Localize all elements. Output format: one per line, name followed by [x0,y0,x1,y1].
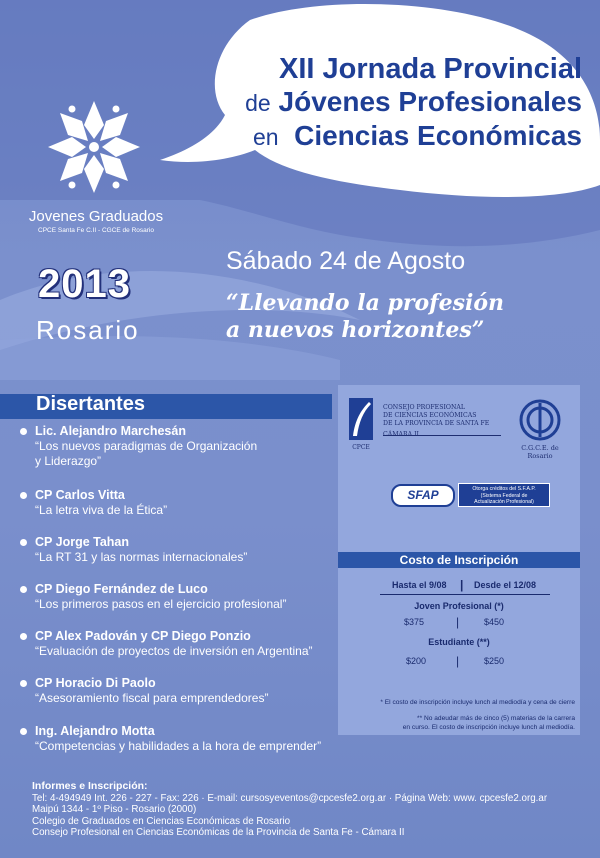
motto-line-2: a nuevos horizontes” [226,317,485,343]
speaker-topic: “Asesoramiento fiscal para emprendedores” [35,691,269,705]
footer-org-1: Colegio de Graduados en Ciencias Económicas de Rosario [32,815,291,827]
bullet-icon [20,728,27,735]
cost-note-2-line-2: en curso. El costo de inscripción incluye lunch al mediodía. [402,724,575,731]
speaker-topic: “La letra viva de la Ética” [35,503,168,517]
title-line-1: XII Jornada Provincial [279,53,582,85]
speaker-name: CP Horacio Di Paolo [35,676,156,690]
footer-address: Maipú 1344 - 1º Piso - Rosario (2000) [32,804,197,815]
speakers-title: Disertantes [36,393,145,415]
event-motto [226,290,504,344]
bullet-icon [20,633,27,640]
cpce-mark-label: CPCE [352,444,370,451]
footer-contact-line: Tel: 4-494949 Int. 226 - 227 - Fax: 226 · E-mail: cursosyeventos@cpcesfe2.org.ar · Página Web: www. cpcesfe2.org.ar [32,792,548,804]
title-line-3-main: Ciencias Económicas [294,120,582,151]
cost-note-1: * El costo de inscripción incluye lunch al mediodía y cena de cierre [380,699,575,706]
cost-col-2: Desde el 12/08 [474,580,537,590]
cost-header: Costo de Inscripción [338,552,580,568]
credit-line-2: (Sistema Federal de [480,492,528,499]
event-city: Rosario [36,315,140,345]
cgce-label: C.G.C.E. de Rosario [521,444,559,460]
cpce-name [383,404,503,439]
brand-subtitle: CPCE Santa Fe C.II - CGCE de Rosario [38,227,154,234]
bullet-icon [20,428,27,435]
speaker-topic-cont: y Liderazgo” [35,454,102,468]
cpce-divider [383,435,501,436]
speaker-name: CP Diego Fernández de Luco [35,582,208,596]
price-early: $200 [406,656,427,666]
credit-line-1: Otorga créditos del S.F.A.P. [472,486,536,492]
speaker-topic: “Los nuevos paradigmas de Organización [35,439,258,453]
speaker-topic: “La RT 31 y las normas internacionales” [35,550,248,564]
speaker-item [20,424,350,469]
cost-separator: | [460,578,464,592]
price-early: $375 [404,617,425,627]
cpce-line-1: CONSEJO PROFESIONAL [383,404,465,411]
price-late: $250 [484,656,505,666]
footer-heading: Informes e Inscripción: [32,780,148,792]
cost-note-2-line-1: ** No adeudar más de cinco (5) materias de la carrera [417,715,575,722]
speaker-topic: “Evaluación de proyectos de inversión en Argentina” [35,644,313,658]
title-line-3 [222,119,582,154]
title-line-3-prefix: en [252,124,279,150]
bullet-icon [20,586,27,593]
bullet-icon [20,539,27,546]
price-late: $450 [484,617,505,627]
speaker-topic: “Competencias y habilidades a la hora de emprender” [35,739,322,753]
brand-name: Jovenes Graduados [28,208,164,225]
cost-group-joven: Joven Profesional (*) [414,601,504,611]
speaker-item [20,488,350,518]
speaker-name: Lic. Alejandro Marchesán [35,424,186,438]
title-line-2-prefix: de [245,90,271,116]
bullet-icon [20,680,27,687]
credit-badge [458,483,550,507]
event-date: Sábado 24 de Agosto [226,247,466,275]
price-separator: | [456,654,460,668]
speaker-item [20,676,350,706]
speaker-name: CP Alex Padován y CP Diego Ponzio [35,629,251,643]
footer-org-2: Consejo Profesional en Ciencias Económicas de la Provincia de Santa Fe - Cámara II [32,827,405,838]
motto-line-1: “Llevando la profesión [226,290,505,316]
title-line-2 [222,86,582,119]
speaker-name: CP Jorge Tahan [35,535,130,549]
bullet-icon [20,492,27,499]
price-separator: | [456,615,460,629]
speaker-name: CP Carlos Vitta [35,488,125,502]
event-title [222,52,582,154]
speaker-item [20,724,350,754]
footer-contact [32,781,592,839]
cpce-line-3: DE LA PROVINCIA DE SANTA FE [383,420,490,427]
cgce-logo-icon [519,399,561,441]
speaker-item [20,629,350,659]
event-year: 2013 [38,262,131,306]
cost-group-student: Estudiante (**) [428,637,490,647]
cost-note-2 [345,714,575,732]
jovenes-graduados-logo-icon [42,95,146,199]
speaker-topic: “Los primeros pasos en el ejercicio profesional” [35,597,287,611]
cpce-line-2: DE CIENCIAS ECONÓMICAS [383,412,477,419]
speaker-item [20,535,350,565]
cost-col-1: Hasta el 9/08 [392,580,447,590]
brand-text [26,208,166,235]
cost-divider [380,594,550,596]
speaker-name: Ing. Alejandro Motta [35,724,155,738]
speaker-item [20,582,350,612]
sfap-logo: SFAP [391,484,455,507]
credit-line-3: Actualización Profesional) [474,499,534,505]
title-line-2-main: Jóvenes Profesionales [278,86,582,117]
